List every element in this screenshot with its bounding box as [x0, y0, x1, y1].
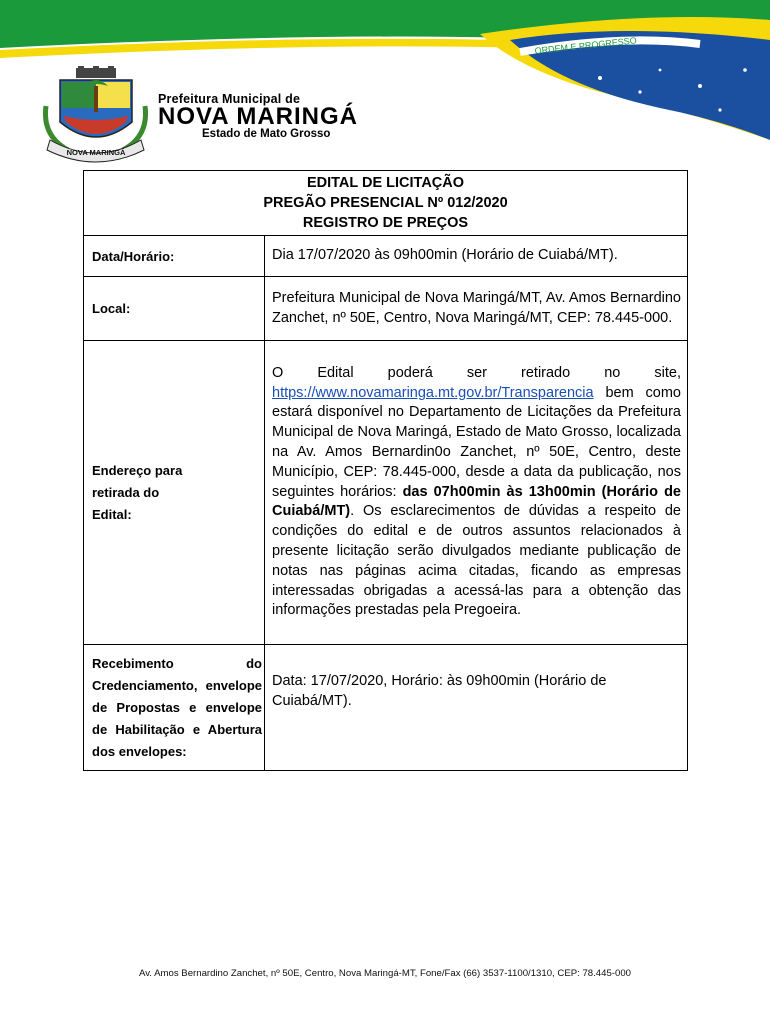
pickup-details: bem como estará disponível no Departamento de Licitações da Prefeitura Municipal de Nova Maringá, Estado de Mato Grosso, localizada na Av. Amos Bernardin0o Zanchet, nº 50E, Centro, deste Município, CEP: 78.445-000, desde a data da publicação, nos seguintes horários:	[272, 384, 681, 500]
flag-motto: ORDEM E PROGRESSO	[534, 35, 638, 56]
transparency-link[interactable]: https://www.novamaringa.mt.gov.br/Transparencia	[272, 384, 594, 401]
row-value-pickup	[265, 341, 688, 645]
edital-title	[84, 171, 688, 236]
title-line-1: EDITAL DE LICITAÇÃO	[306, 175, 465, 191]
title-line-2: PREGÃO PRESENCIAL Nº 012/2020	[263, 195, 508, 211]
table-row	[84, 277, 688, 341]
pickup-hours: das 07h00min às 13h00min (Horário de Cuiabá/MT)	[272, 483, 682, 520]
row-value-date: Dia 17/07/2020 às 09h00min (Horário de Cuiabá/MT).	[265, 236, 688, 277]
org-line1: Prefeitura Municipal de	[158, 92, 301, 106]
municipal-crest-icon	[38, 66, 153, 164]
pickup-notes: . Os esclarecimentos de dúvidas a respeito de condições do edital e de outros assuntos relacionados à presente licitação serão divulgados mediante publicação de notas nas páginas acima citadas, ficando as empresas interessadas obrigadas a acessá-las para a obtenção das informações prestadas pela Pregoeira.	[272, 503, 681, 619]
pickup-label-line: Edital:	[92, 506, 132, 522]
crest-banner-text: NOVA MARINGÁ	[66, 148, 126, 157]
title-line-3: REGISTRO DE PREÇOS	[302, 215, 469, 231]
table-row	[84, 236, 688, 277]
edital-table	[83, 170, 688, 771]
footer-address: Av. Amos Bernardino Zanchet, nº 50E, Centro, Nova Maringá-MT, Fone/Fax (66) 3537-1100/1310, CEP: 78.445-000	[139, 968, 631, 979]
organization-name-block	[158, 92, 358, 140]
title-row	[84, 171, 688, 236]
table-row	[84, 341, 688, 645]
row-label-location: Local:	[84, 277, 265, 341]
row-label-date: Data/Horário:	[84, 236, 265, 277]
pickup-label-line: retirada do	[92, 484, 160, 500]
letterhead	[0, 0, 770, 160]
org-name: NOVA MARINGÁ	[158, 103, 358, 130]
pickup-intro: O Edital poderá ser retirado no site,	[272, 364, 681, 381]
pickup-label-line: Endereço para	[92, 462, 183, 478]
table-row	[84, 645, 688, 771]
row-value-receipt: Data: 17/07/2020, Horário: às 09h00min (Horário de Cuiabá/MT).	[265, 645, 688, 771]
org-state: Estado de Mato Grosso	[202, 128, 331, 140]
row-label-pickup	[84, 341, 265, 645]
row-value-location: Prefeitura Municipal de Nova Maringá/MT, Av. Amos Bernardino Zanchet, nº 50E, Centro, Nova Maringá/MT, CEP: 78.445-000.	[265, 277, 688, 341]
row-label-receipt: Recebimento do Credenciamento, envelope de Propostas e envelope de Habilitação e Abertura dos envelopes:	[84, 645, 265, 771]
